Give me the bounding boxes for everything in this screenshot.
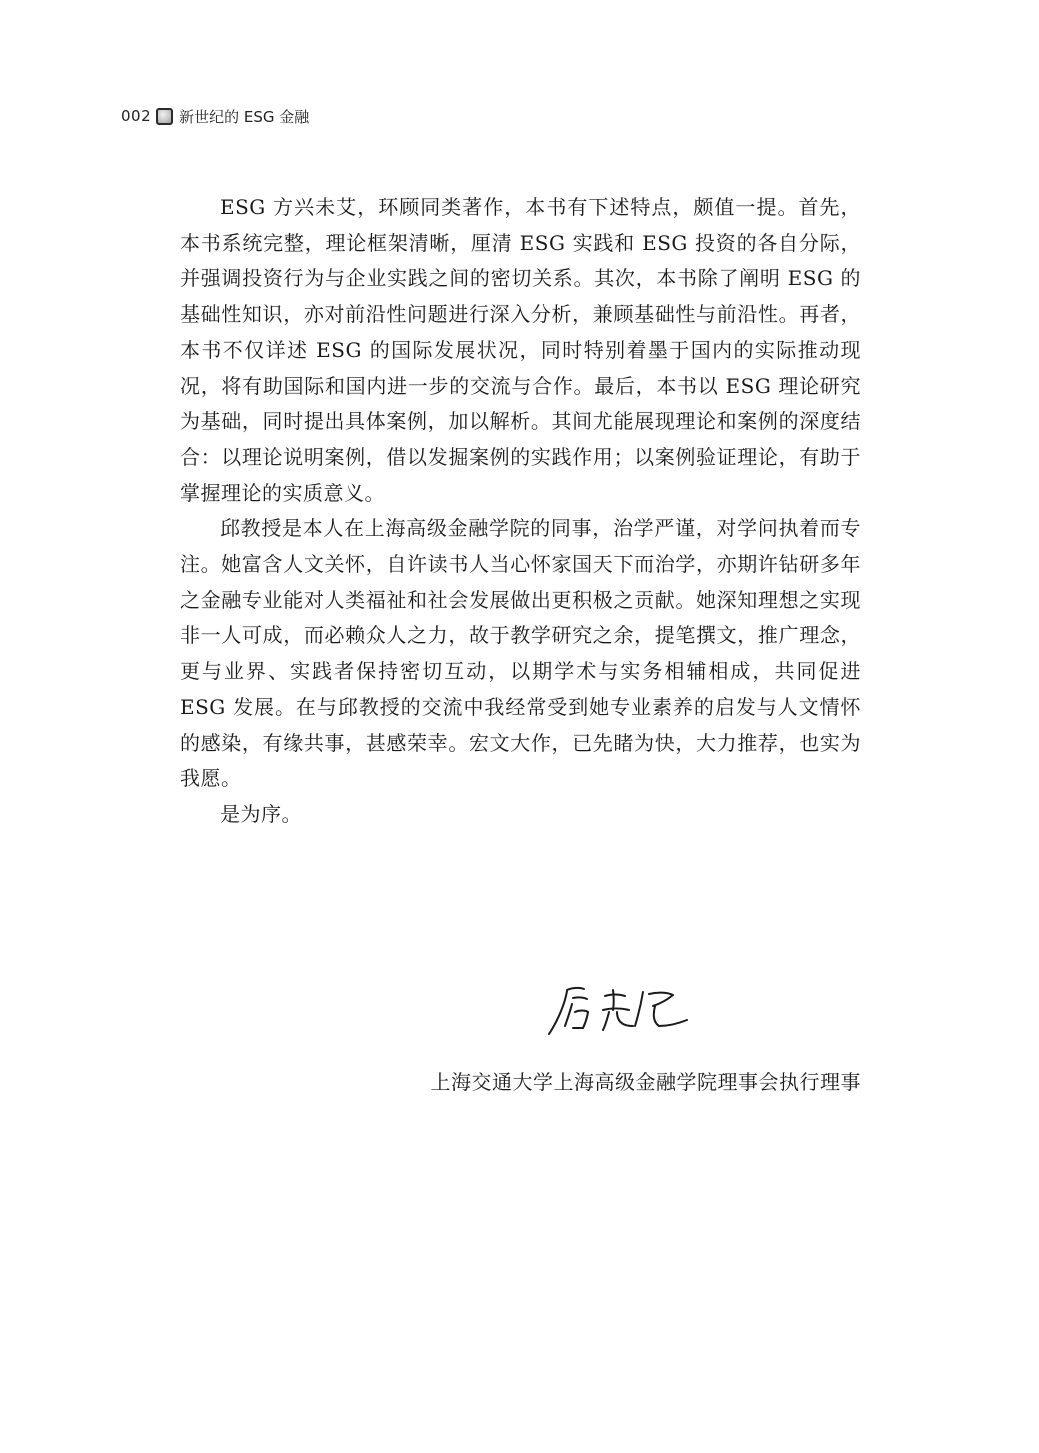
paragraph-closing: 是为序。 bbox=[220, 801, 302, 826]
paragraph-about-author: 邱教授是本人在上海高级金融学院的同事，治学严谨，对学问执着而专注。她富含人文关怀，自许读书人当心怀家国天下而治学，亦期许钻研多年之金融专业能对人类福祉和社会发展做出更积极之贡献。她深知理想之实现非一人可成，而必赖众人之力，故于教学研究之余，提笔撰文，推广理念，更与业界、实践者保持密切互动，以期学术与实务相辅相成，共同促进 ESG 发展。在与邱教授的交流中我经常受到她专业素养的启发与人文情怀的感染，有缘共事，甚感荣幸。宏文大作，已先睹为快，大力推荐，也实为我愿。 bbox=[180, 516, 861, 791]
handwritten-signature bbox=[543, 982, 693, 1042]
page-number: 002 bbox=[121, 107, 152, 125]
running-header bbox=[121, 104, 309, 128]
author-affiliation: 上海交通大学上海高级金融学院理事会执行理事 bbox=[430, 1070, 861, 1094]
preface-body bbox=[180, 190, 861, 833]
book-title: 新世纪的 ESG 金融 bbox=[179, 107, 310, 126]
header-square-icon bbox=[156, 108, 173, 125]
paragraph-book-features: ESG 方兴未艾，环顾同类著作，本书有下述特点，颇值一提。首先，本书系统完整，理论框架清晰，厘清 ESG 实践和 ESG 投资的各自分际，并强调投资行为与企业实践之间的密切关系。其次，本书除了阐明 ESG 的基础性知识，亦对前沿性问题进行深入分析，兼顾基础性与前沿性。再者，本书不仅详述 ESG 的国际发展状况，同时特别着墨于国内的实际推动现况，将有助国际和国内进一步的交流与合作。最后，本书以 ESG 理论研究为基础，同时提出具体案例，加以解析。其间尤能展现理论和案例的深度结合：以理论说明案例，借以发掘案例的实践作用；以案例验证理论，有助于掌握理论的实质意义。 bbox=[180, 195, 861, 505]
